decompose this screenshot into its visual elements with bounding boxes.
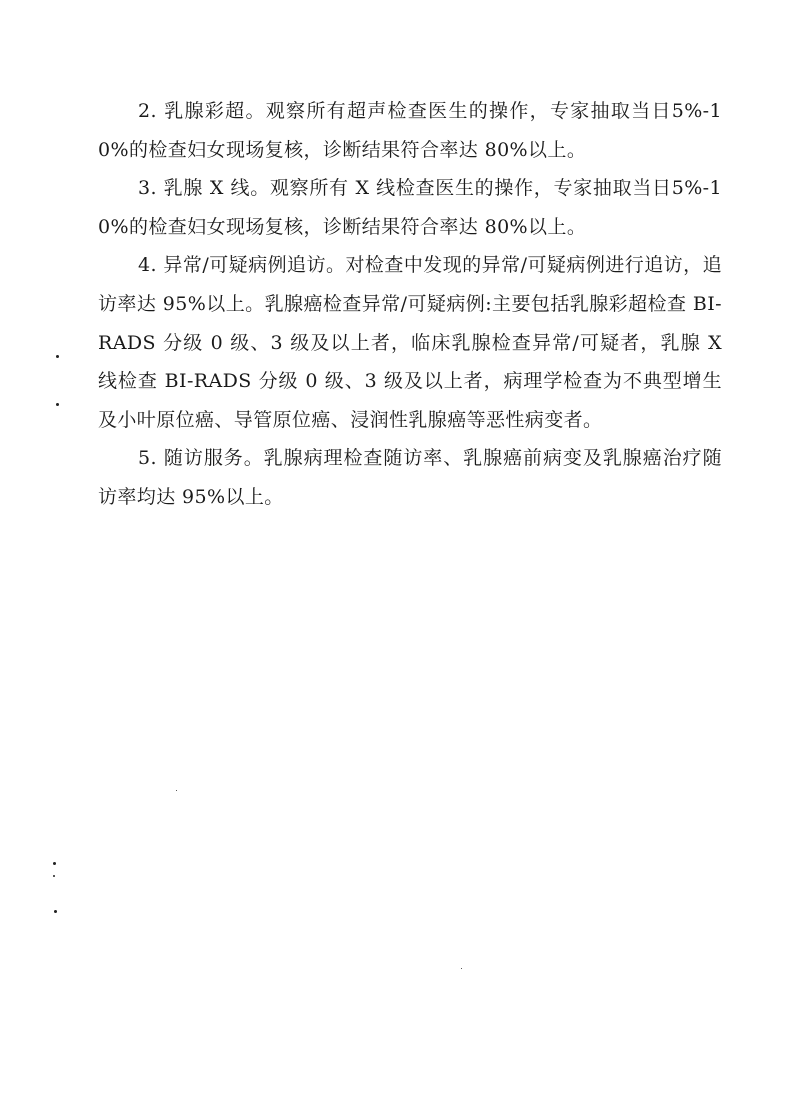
- paragraph-breast-ultrasound: 2. 乳腺彩超。观察所有超声检查医生的操作，专家抽取当日5%-10%的检查妇女现场复核，诊断结果符合率达 80%以上。: [98, 100, 722, 161]
- scan-speck: [56, 403, 59, 406]
- scan-speck: [176, 790, 177, 791]
- paragraph-abnormal-case-followup: 4. 异常/可疑病例追访。对检查中发现的异常/可疑病例进行追访，追访率达 95%以上。乳腺癌检查异常/可疑病例:主要包括乳腺彩超检查 BI-RADS 分级 0 级、3 级及以上者，临床乳腺检查异常/可疑者，乳腺 X 线检查 BI-RADS 分级 0 级、3 级及以上者，病理学检查为不典型增生及小叶原位癌、导管原位癌、浸润性乳腺癌等恶性病变者。: [98, 254, 722, 431]
- scan-speck: [54, 910, 57, 913]
- paragraph-followup-service: 5. 随访服务。乳腺病理检查随访率、乳腺癌前病变及乳腺癌治疗随访率均达 95%以上。: [98, 447, 722, 508]
- scan-speck: [461, 968, 462, 969]
- scan-speck: [53, 862, 56, 865]
- paragraph-breast-xray: 3. 乳腺 X 线。观察所有 X 线检查医生的操作，专家抽取当日5%-10%的检查妇女现场复核，诊断结果符合率达 80%以上。: [98, 177, 722, 238]
- scan-speck: [56, 355, 59, 358]
- document-body: [98, 92, 722, 517]
- scan-speck: [53, 875, 55, 877]
